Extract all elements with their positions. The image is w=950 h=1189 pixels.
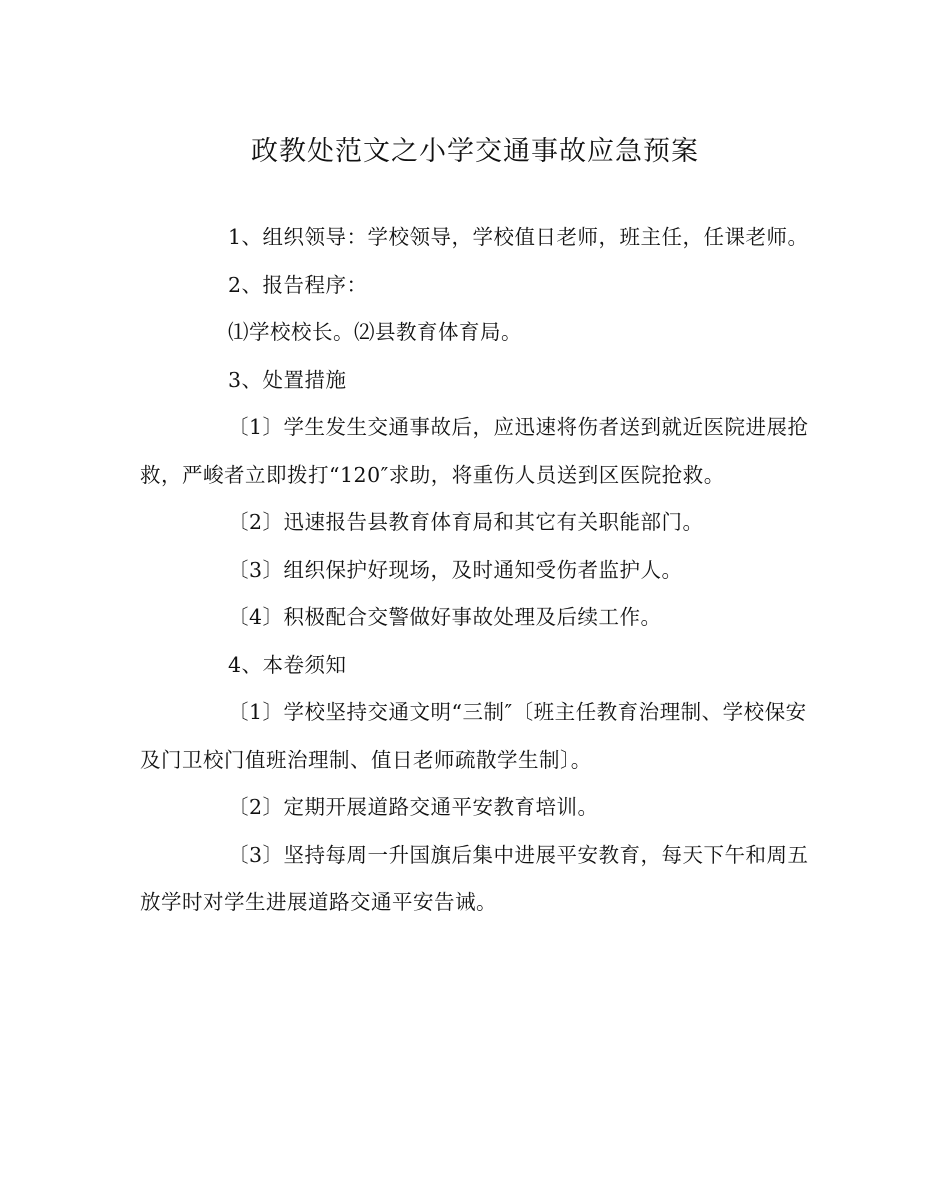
document-body [140,214,810,927]
paragraph-measure-3: 〔3〕组织保护好现场，及时通知受伤者监护人。 [228,557,683,582]
paragraph-measures-heading: 3、处置措施 [228,367,347,392]
paragraph-notes-heading: 4、本卷须知 [228,652,347,677]
paragraph-measure-4: 〔4〕积极配合交警做好事故处理及后续工作。 [228,605,662,629]
paragraph-report-heading: 2、报告程序： [228,272,368,297]
document-title: 政教处范文之小学交通事故应急预案 [251,136,699,167]
paragraph-measure-1: 〔1〕学生发生交通事故后，应迅速将伤者送到就近医院进展抢救，严峻者立即拨打“120″求助，将重伤人员送到区医院抢救。 [140,415,809,487]
paragraph-note-1: 〔1〕学校坚持交通文明“三制″〔班主任教育治理制、学校保安及门卫校门值班治理制、值日老师疏散学生制〕。 [140,700,807,772]
paragraph-note-2: 〔2〕定期开展道路交通平安教育培训。 [228,795,599,819]
paragraph-measure-2: 〔2〕迅速报告县教育体育局和其它有关职能部门。 [228,510,704,534]
paragraph-organization: 1、组织领导：学校领导，学校值日老师，班主任，任课老师。 [228,225,809,249]
paragraph-report-steps: ⑴学校校长。⑵县教育体育局。 [228,320,522,344]
paragraph-note-3: 〔3〕坚持每周一升国旗后集中进展平安教育，每天下午和周五放学时对学生进展道路交通平安告诫。 [140,842,809,914]
